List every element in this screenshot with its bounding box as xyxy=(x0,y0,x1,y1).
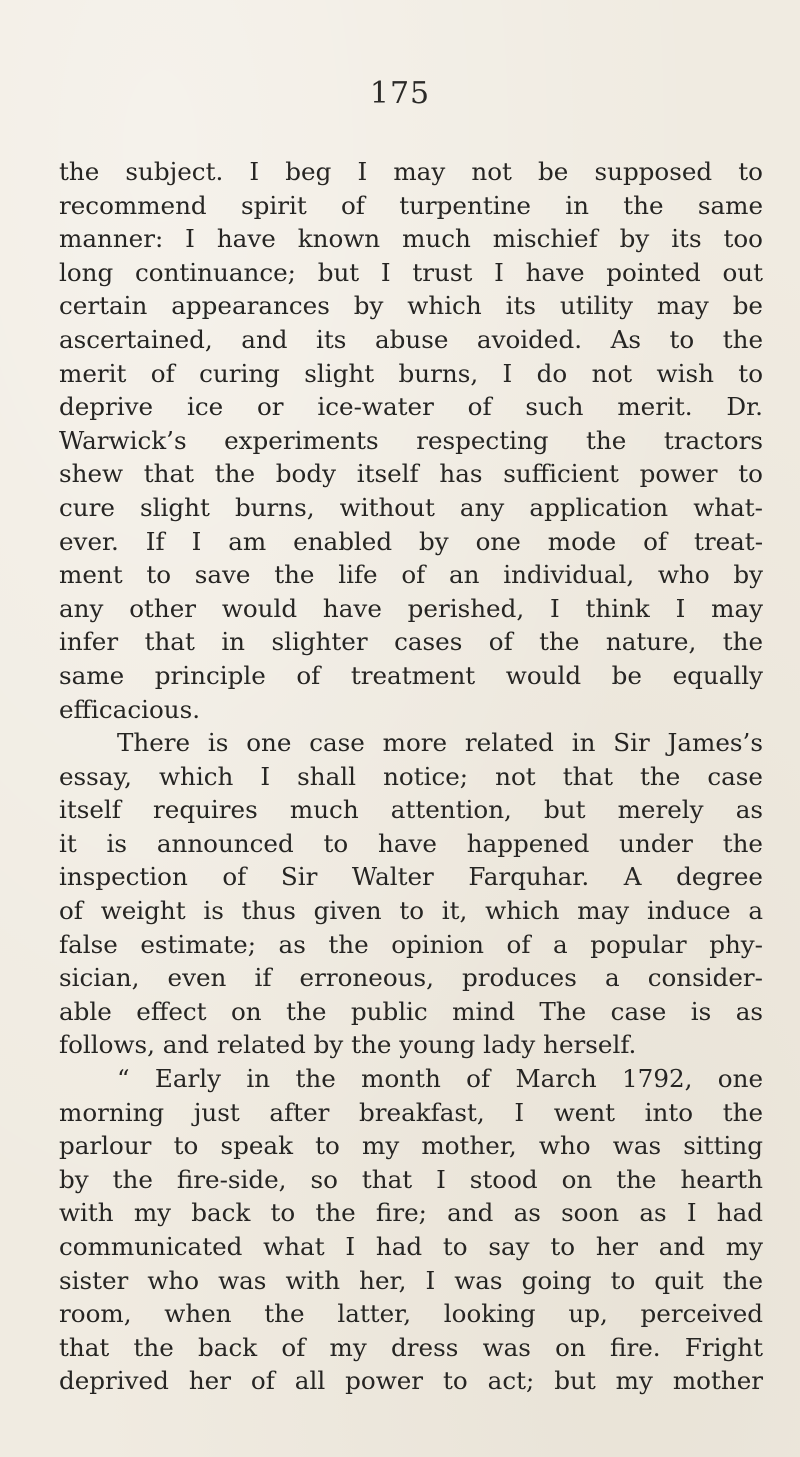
text-line: inspection of Sir Walter Farquhar. A degree xyxy=(59,862,763,892)
text-line: sister who was with her, I was going to quit the xyxy=(59,1265,763,1295)
text-line: sician, even if erroneous, produces a consider- xyxy=(59,963,763,993)
text-line: “ Early in the month of March 1792, one xyxy=(117,1064,763,1094)
text-line: room, when the latter, looking up, perceived xyxy=(59,1299,763,1329)
text-line: able effect on the public mind The case is as xyxy=(59,996,763,1026)
text-line: ment to save the life of an individual, who by xyxy=(59,560,763,590)
text-line: the subject. I beg I may not be supposed to xyxy=(59,157,763,186)
text-line: essay, which I shall notice; not that the case xyxy=(59,761,763,791)
text-line: any other would have perished, I think I may xyxy=(59,593,763,623)
text-line: deprive ice or ice-water of such merit. Dr. xyxy=(59,392,763,422)
text-line: itself requires much attention, but merely as xyxy=(59,795,763,825)
text-line: cure slight burns, without any application what- xyxy=(59,492,763,522)
text-line: communicated what I had to say to her and my xyxy=(59,1232,763,1261)
text-line: parlour to speak to my mother, who was sitting xyxy=(59,1131,763,1161)
text-line: efficacious. xyxy=(59,694,201,724)
text-line: deprived her of all power to act; but my mother xyxy=(59,1366,763,1396)
text-line: that the back of my dress was on fire. Fright xyxy=(59,1332,763,1362)
text-line: shew that the body itself has sufficient power to xyxy=(59,459,763,489)
text-line: infer that in slighter cases of the nature, the xyxy=(59,627,763,657)
text-line: of weight is thus given to it, which may induce a xyxy=(59,896,763,926)
text-line: manner: I have known much mischief by its too xyxy=(59,224,763,254)
text-line: Warwick’s experiments respecting the tractors xyxy=(59,425,763,455)
text-line: recommend spirit of turpentine in the same xyxy=(59,190,763,220)
text-line: long continuance; but I trust I have pointed out xyxy=(59,257,763,287)
text-line: morning just after breakfast, I went into the xyxy=(59,1097,763,1127)
text-line: ascertained, and its abuse avoided. As to the xyxy=(59,324,763,354)
body-text xyxy=(59,155,763,1398)
text-line: by the fire-side, so that I stood on the hearth xyxy=(59,1164,763,1194)
text-line: merit of curing slight burns, I do not wish to xyxy=(59,358,763,388)
text-line: ever. If I am enabled by one mode of treat- xyxy=(59,526,763,556)
text-line: certain appearances by which its utility may be xyxy=(59,291,763,321)
text-line: follows, and related by the young lady herself. xyxy=(59,1030,637,1060)
text-line: with my back to the fire; and as soon as I had xyxy=(59,1198,763,1228)
text-line: same principle of treatment would be equally xyxy=(59,660,763,690)
text-line: false estimate; as the opinion of a popular phy- xyxy=(59,929,763,959)
text-line: There is one case more related in Sir James’s xyxy=(117,728,763,758)
text-line: it is announced to have happened under the xyxy=(59,828,763,858)
page-number: 175 xyxy=(369,76,431,111)
